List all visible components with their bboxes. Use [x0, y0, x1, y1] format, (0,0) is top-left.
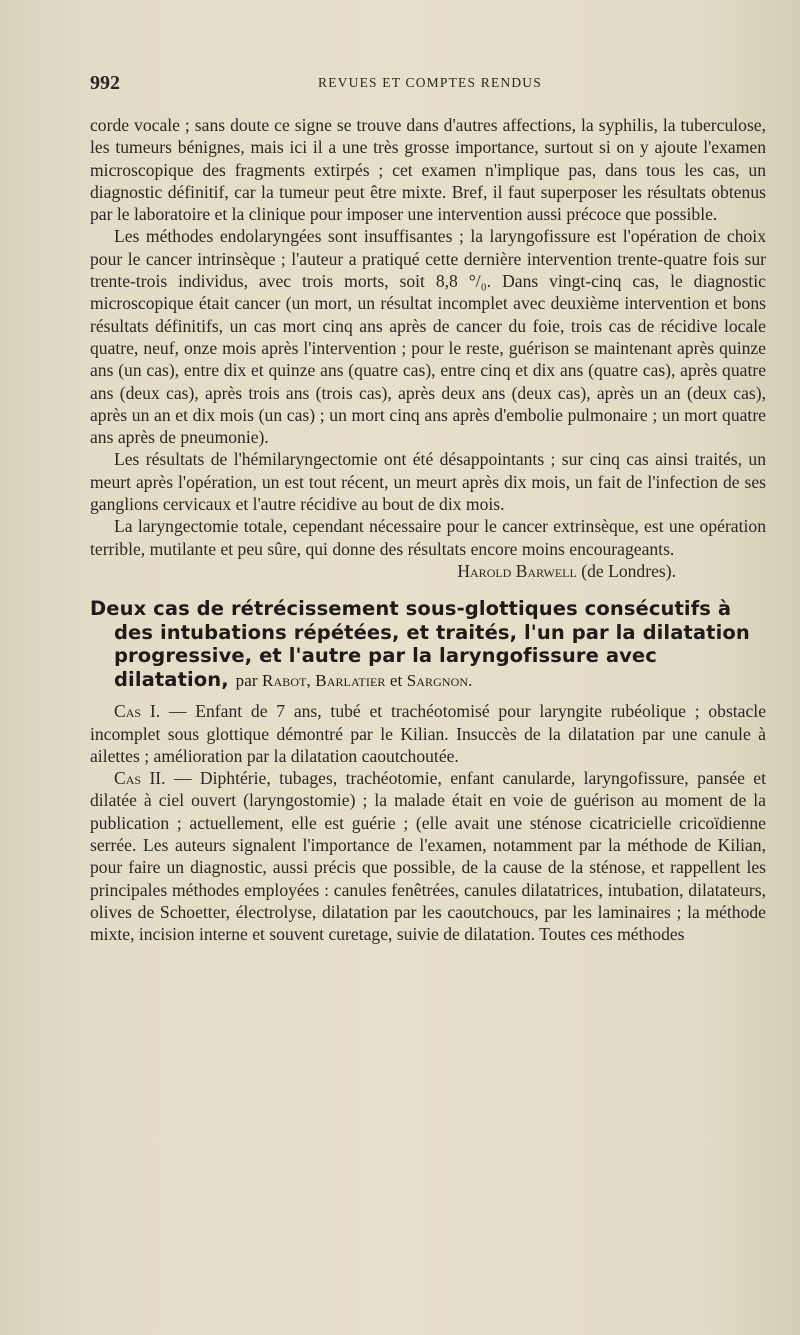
case-one	[90, 700, 766, 767]
article-title: Deux cas de rétrécissement sous-glottiques consécutifs à des intubations répétées, et traités, l'un par la dilatation progressive, et l'autre par la laryngofissure avec dilatation,	[90, 597, 750, 691]
author-barlatier: Barlatier	[315, 670, 386, 690]
review-signature	[90, 560, 766, 582]
author-sargnon: Sargnon.	[406, 670, 473, 690]
article-heading	[90, 597, 766, 692]
case-two-text: — Diphtérie, tubages, trachéotomie, enfant canularde, laryngofissure, pansée et dilatée à ciel ouvert (laryngostomie) ; la malade était en voie de guérison au moment de la publication ; actuellement, elle est guérie ; (elle avait une sténose cicatricielle cricoïdienne serrée. Les auteurs signalent l'importance de l'examen, notamment par la méthode de Kilian, pour faire un diagnostic, aussi précis que possible, de la cause de la sténose, et rappellent les principales méthodes employées : canules fenêtrées, canules dilatatrices, intubation, dilatateurs, olives de Schoetter, électrolyse, dilatation par les caoutchoucs, par les laminaires ; la méthode mixte, incision interne et souvent curetage, suivie de dilatation. Toutes ces méthodes	[90, 768, 766, 945]
article-authors: par Rabot, Barlatier et Sargnon.	[235, 670, 473, 690]
paragraph-hemilaryngectomy: Les résultats de l'hémilaryngectomie ont été désappointants ; sur cinq cas ainsi traités, un meurt après l'opération, un est tout récent, un meurt après dix mois, un fait de l'infection de ses ganglions cervicaux et l'autre récidive au bout de dix mois.	[90, 449, 766, 515]
signature-place: (de Londres).	[581, 560, 676, 581]
paragraph-continuation: corde vocale ; sans doute ce signe se trouve dans d'autres affections, la syphilis, la tuberculose, les tumeurs bénignes, mais ici il a une très grosse importance, surtout si on y ajoute l'examen microscopique des fragments extirpés ; cet examen n'implique pas, dans tous les cas, un diagnostic définitif, car la tumeur peut être mixte. Bref, il faut superposer les résultats obtenus par le laboratoire et la clinique pour imposer une intervention aussi précoce que possible.	[90, 115, 766, 225]
author-rabot: Rabot	[262, 670, 307, 690]
authors-prefix: par	[235, 670, 258, 690]
body-text	[90, 114, 766, 946]
running-header	[90, 72, 770, 96]
signature-author: Harold Barwell	[457, 560, 577, 581]
case-one-label: Cas I.	[114, 701, 161, 722]
paragraph-endolaryngeal-methods: Les méthodes endolaryngées sont insuffisantes ; la laryngofissure est l'opération de choix pour le cancer intrinsèque ; l'auteur a pratiqué cette dernière intervention trente-quatre fois sur trente-trois individus, avec trois morts, soit 8,8 °/₀. Dans vingt-cinq cas, le diagnostic microscopique était cancer (un mort, un résultat incomplet avec deuxième intervention et bons résultats définitifs, un cas mort cinq ans après de cancer du foie, trois cas de récidive locale quatre, neuf, onze mois après l'intervention ; pour le reste, guérison se maintenant après quinze ans (un cas), entre dix et quinze ans (quatre cas), entre cinq et dix ans (quatre cas), après quatre ans (deux cas), après trois ans (trois cas), après deux ans (deux cas), après un an (deux cas), après un an et dix mois (un cas) ; un mort cinq ans après d'embolie pulmonaire ; un mort quatre ans après de pneumonie).	[90, 226, 766, 448]
case-two-label: Cas II.	[114, 768, 166, 789]
page-number: 992	[90, 72, 120, 94]
running-title: REVUES ET COMPTES RENDUS	[318, 75, 542, 90]
case-one-text: — Enfant de 7 ans, tubé et trachéotomisé pour laryngite rubéolique ; obstacle incomplet sous glottique démontré par le Kilian. Insuccès de la dilatation par une canule à ailettes ; amélioration par la dilatation caoutchoutée.	[90, 701, 766, 766]
case-two	[90, 767, 766, 945]
authors-conjunction: et	[389, 670, 403, 690]
paragraph-total-laryngectomy: La laryngectomie totale, cependant nécessaire pour le cancer extrinsèque, est une opération terrible, mutilante et peu sûre, qui donne des résultats encore moins encourageants.	[90, 516, 766, 559]
